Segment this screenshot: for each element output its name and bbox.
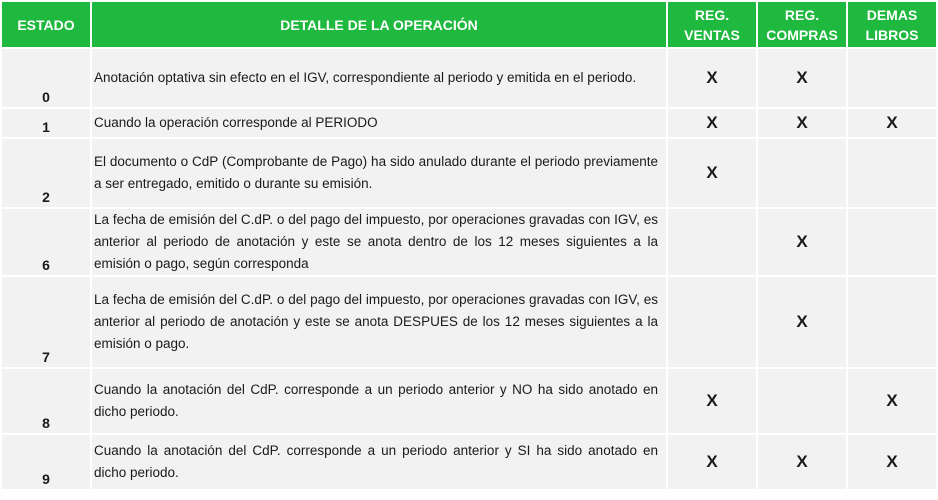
detalle-text: Cuando la operación corresponde al PERIODO — [92, 109, 666, 137]
estado-code: 6 — [2, 209, 90, 275]
header-demas-libros-line2: LIBROS — [865, 26, 919, 43]
detalle-text: Anotación optativa sin efecto en el IGV, correspondiente al periodo y emitida en el periodo. — [92, 49, 666, 107]
header-demas-libros-line1: DEMAS — [866, 6, 918, 23]
estado-code: 8 — [2, 369, 90, 433]
header-reg-ventas-line1: REG. — [694, 6, 730, 23]
reg-ventas-mark: X — [668, 139, 756, 207]
reg-compras-mark — [758, 369, 846, 433]
detalle-text: Cuando la anotación del CdP. corresponde a un periodo anterior y NO ha sido anotado en dicho periodo. — [92, 369, 666, 433]
header-reg-compras-line1: REG. — [784, 6, 820, 23]
header-detalle: DETALLE DE LA OPERACIÓN — [92, 2, 666, 47]
table-row — [2, 49, 936, 107]
reg-compras-mark: X — [758, 209, 846, 275]
demas-libros-mark: X — [848, 369, 936, 433]
demas-libros-mark: X — [848, 109, 936, 137]
estado-code: 1 — [2, 109, 90, 137]
reg-ventas-mark: X — [668, 49, 756, 107]
header-demas-libros — [848, 2, 936, 47]
estado-code: 0 — [2, 49, 90, 107]
header-reg-compras — [758, 2, 846, 47]
table-row — [2, 109, 936, 137]
table-row — [2, 209, 936, 275]
reg-ventas-mark — [668, 209, 756, 275]
table-row — [2, 369, 936, 433]
header-row — [2, 2, 936, 47]
demas-libros-mark — [848, 209, 936, 275]
header-estado: ESTADO — [2, 2, 90, 47]
detalle-text: El documento o CdP (Comprobante de Pago) ha sido anulado durante el periodo previamente a ser entregado, emitido o durante su emisión. — [92, 139, 666, 207]
table-row — [2, 435, 936, 489]
reg-compras-mark: X — [758, 277, 846, 367]
header-reg-compras-line2: COMPRAS — [766, 26, 838, 43]
demas-libros-mark — [848, 49, 936, 107]
demas-libros-mark: X — [848, 435, 936, 489]
reg-ventas-mark: X — [668, 109, 756, 137]
header-reg-ventas — [668, 2, 756, 47]
reg-ventas-mark — [668, 277, 756, 367]
reg-compras-mark: X — [758, 49, 846, 107]
reg-ventas-mark: X — [668, 369, 756, 433]
detalle-text: Cuando la anotación del CdP. corresponde a un periodo anterior y SI ha sido anotado en dicho periodo. — [92, 435, 666, 489]
estado-code: 9 — [2, 435, 90, 489]
reg-ventas-mark: X — [668, 435, 756, 489]
detalle-text: La fecha de emisión del C.dP. o del pago del impuesto, por operaciones gravadas con IGV, es anterior al periodo de anotación y este se anota dentro de los 12 meses siguientes a la emisión o pago, según corresponda — [92, 209, 666, 275]
estado-code: 2 — [2, 139, 90, 207]
reg-compras-mark: X — [758, 435, 846, 489]
table-row — [2, 139, 936, 207]
detalle-text: La fecha de emisión del C.dP. o del pago del impuesto, por operaciones gravadas con IGV, es anterior al periodo de anotación y este se anota DESPUES de los 12 meses siguientes a la emisión o pago. — [92, 277, 666, 367]
demas-libros-mark — [848, 277, 936, 367]
header-reg-ventas-line2: VENTAS — [684, 26, 740, 43]
demas-libros-mark — [848, 139, 936, 207]
reg-compras-mark: X — [758, 109, 846, 137]
table-row — [2, 277, 936, 367]
estado-code: 7 — [2, 277, 90, 367]
reg-compras-mark — [758, 139, 846, 207]
